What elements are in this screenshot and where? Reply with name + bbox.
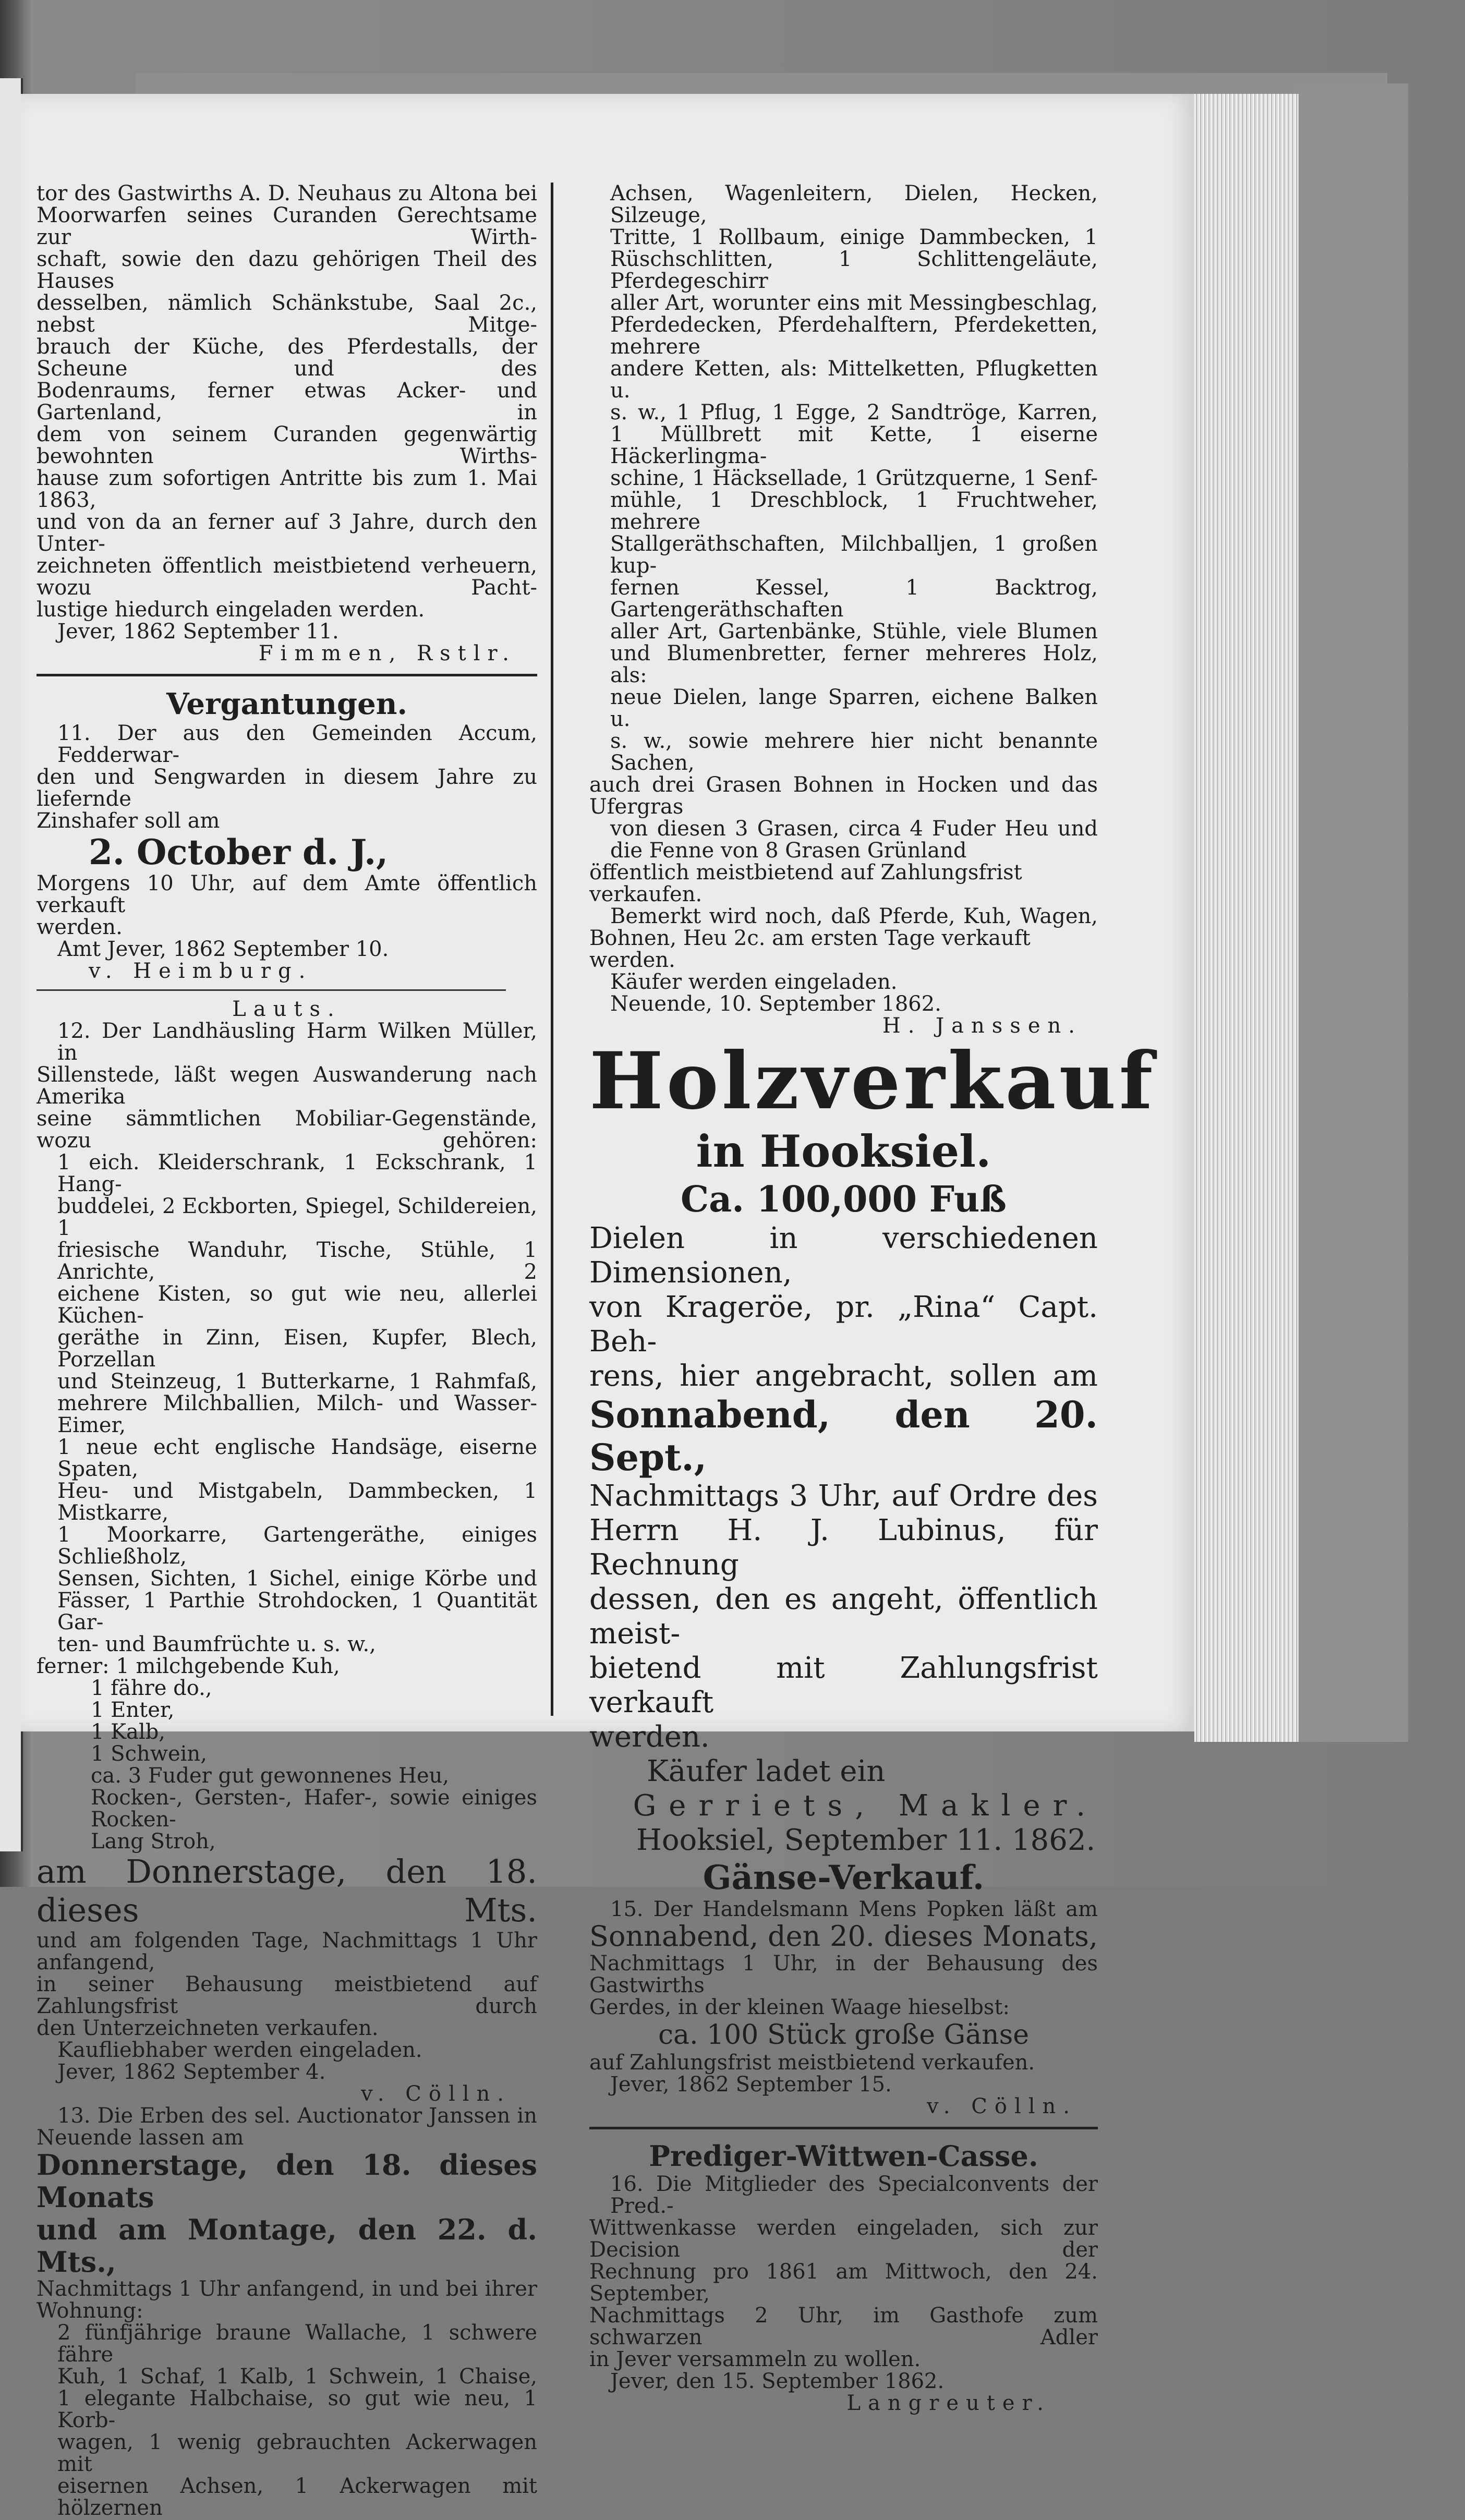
text-line: Herrn H. J. Lubinus, für Rechnung bbox=[589, 1513, 1098, 1582]
text-line: Bemerkt wird noch, daß Pferde, Kuh, Wagen, bbox=[610, 904, 1098, 928]
text-line: dem von seinem Curanden gegenwärtig bewohnten Wirths- bbox=[37, 422, 537, 468]
text-line: werden. bbox=[589, 1720, 710, 1754]
text-line: lustige hiedurch eingeladen werden. bbox=[37, 598, 425, 622]
notice-11 bbox=[37, 722, 537, 1020]
advertisement-title: Gänse-Verkauf. bbox=[703, 1858, 985, 1897]
text-line: 13. Die Erben des sel. Auctionator Janssen in bbox=[57, 2104, 537, 2128]
text-line: andere Ketten, als: Mittelketten, Pflugketten u. bbox=[610, 357, 1098, 403]
text-line: und Steinzeug, 1 Butterkarne, 1 Rahmfaß, bbox=[57, 1370, 537, 1394]
notice-16 bbox=[589, 2139, 1098, 2414]
notice-date: Hooksiel, September 11. 1862. bbox=[636, 1823, 1096, 1857]
text-line: Nachmittags 1 Uhr, in der Behausung des Gastwirths bbox=[589, 1952, 1098, 1997]
notice-signature: Gerriets, Makler. bbox=[633, 1789, 1098, 1823]
section-heading: Vergantungen. bbox=[166, 687, 407, 721]
text-line: Rechnung pro 1861 am Mittwoch, den 24. September, bbox=[589, 2260, 1098, 2306]
text-line: Nachmittags 2 Uhr, im Gasthofe zum schwarzen Adler bbox=[589, 2304, 1098, 2349]
text-line: 1 Schwein, bbox=[91, 1742, 207, 1766]
text-line: Nachmittags 3 Uhr, auf Ordre des bbox=[589, 1479, 1098, 1513]
auction-date-headline: und am Montage, den 22. d. Mts., bbox=[37, 2213, 537, 2279]
facing-page-edge bbox=[0, 78, 23, 1851]
text-line: Käufer ladet ein bbox=[647, 1754, 886, 1788]
text-line: und am folgenden Tage, Nachmittags 1 Uhr anfangend, bbox=[37, 1929, 537, 1974]
text-line: die Fenne von 8 Grasen Grünland bbox=[610, 839, 967, 863]
text-line: aller Art, Gartenbänke, Stühle, viele Blumen bbox=[610, 620, 1098, 644]
text-line: geräthe in Zinn, Eisen, Kupfer, Blech, Porzellan bbox=[57, 1326, 537, 1372]
notice-13-continued bbox=[589, 183, 1098, 1037]
text-line: 1 eich. Kleiderschrank, 1 Eckschrank, 1 Hang- bbox=[57, 1150, 537, 1196]
text-line: Lang Stroh, bbox=[91, 1830, 216, 1853]
advertisement-amount: Ca. 100,000 Fuß bbox=[681, 1179, 1007, 1220]
text-line: Wohnung: bbox=[37, 2299, 143, 2323]
text-line: öffentlich meistbietend auf Zahlungsfrist verkaufen. bbox=[589, 861, 1022, 906]
text-line: 1 fähre do., bbox=[91, 1676, 212, 1700]
text-line: Wittwenkasse werden eingeladen, sich zur Decision der bbox=[589, 2216, 1098, 2262]
text-line: Achsen, Wagenleitern, Dielen, Hecken, Silzeuge, bbox=[610, 181, 1098, 227]
text-line: eichene Kisten, so gut wie neu, allerlei Küchen- bbox=[57, 1282, 537, 1328]
notice-date: Jever, 1862 September 15. bbox=[610, 2073, 892, 2097]
advertisement-title: Holzverkauf bbox=[589, 1035, 1156, 1127]
notice-date: Jever, den 15. September 1862. bbox=[610, 2369, 945, 2393]
text-line: buddelei, 2 Eckborten, Spiegel, Schildereien, 1 bbox=[57, 1194, 537, 1240]
text-line: Heu- und Mistgabeln, Dammbecken, 1 Mistkarre, bbox=[57, 1479, 537, 1525]
notice-date: Jever, 1862 September 11. bbox=[57, 620, 339, 644]
column-divider bbox=[551, 183, 553, 1716]
section-rule bbox=[37, 674, 537, 676]
auction-date-headline: am Donnerstage, den 18. dieses Mts. bbox=[37, 1852, 537, 1929]
book-cover-right bbox=[1293, 83, 1408, 1742]
text-line: den Unterzeichneten verkaufen. bbox=[37, 2016, 379, 2040]
text-line: eisernen Achsen, 1 Ackerwagen mit hölzernen bbox=[57, 2474, 537, 2520]
text-line: Moorwarfen seines Curanden Gerechtsame zur Wirth- bbox=[37, 203, 537, 249]
text-line: von diesen 3 Grasen, circa 4 Fuder Heu und bbox=[610, 817, 1098, 841]
notice-date: Neuende, 10. September 1862. bbox=[610, 992, 941, 1016]
left-column bbox=[37, 183, 537, 2519]
page-stack-edges bbox=[1194, 94, 1299, 1742]
text-line: tor des Gastwirths A. D. Neuhaus zu Altona bei bbox=[37, 181, 537, 205]
text-line: Rocken-, Gersten-, Hafer-, sowie einiges Rocken- bbox=[91, 1786, 537, 1832]
text-line: ten- und Baumfrüchte u. s. w., bbox=[57, 1632, 376, 1656]
text-line: friesische Wanduhr, Tische, Stühle, 1 Anrichte, 2 bbox=[57, 1238, 537, 1284]
auction-date-headline: 2. October d. J., bbox=[89, 832, 389, 873]
notice-signature: H. Janssen. bbox=[882, 1014, 1082, 1038]
text-line: 1 neue echt englische Handsäge, eiserne Spaten, bbox=[57, 1435, 537, 1481]
text-line: in seiner Behausung meistbietend auf Zahlungsfrist durch bbox=[37, 1972, 537, 2018]
text-line: Zinshafer soll am bbox=[37, 809, 220, 833]
text-line: mehrere Milchballien, Milch- und Wasser-Eimer, bbox=[57, 1391, 537, 1437]
text-line: 12. Der Landhäusling Harm Wilken Müller, in bbox=[57, 1019, 537, 1065]
notice-12 bbox=[37, 1020, 537, 2105]
text-line: Sensen, Sichten, 1 Sichel, einige Körbe und bbox=[57, 1567, 537, 1591]
notice-signature: Langreuter. bbox=[846, 2391, 1051, 2415]
text-line: Tritte, 1 Rollbaum, einige Dammbecken, 1 bbox=[610, 225, 1098, 249]
text-line: und von da an ferner auf 3 Jahre, durch den Unter- bbox=[37, 510, 537, 556]
text-line: 15. Der Handelsmann Mens Popken läßt am bbox=[610, 1897, 1098, 1921]
notice-signature: v. Heimburg. bbox=[89, 959, 313, 983]
text-line: Pferdedecken, Pferdehalftern, Pferdeketten, mehrere bbox=[610, 313, 1098, 359]
text-line: 16. Die Mitglieder des Specialconvents der Pred.- bbox=[610, 2172, 1098, 2218]
text-line: Dielen in verschiedenen Dimensionen, bbox=[589, 1221, 1098, 1290]
text-line: brauch der Küche, des Pferdestalls, der Scheune und des bbox=[37, 335, 537, 381]
text-line: rens, hier angebracht, sollen am bbox=[589, 1359, 1098, 1393]
notice-rule bbox=[37, 989, 506, 991]
text-line: Kuh, 1 Schaf, 1 Kalb, 1 Schwein, 1 Chaise, bbox=[57, 2365, 537, 2389]
auction-date-headline: Sonnabend, den 20. dieses Monats, bbox=[589, 1920, 1098, 1953]
text-line: wagen, 1 wenig gebrauchten Ackerwagen mit bbox=[57, 2430, 537, 2476]
notice-signature: v. Cölln. bbox=[360, 2082, 511, 2106]
text-line: mühle, 1 Dreschblock, 1 Fruchtweher, mehrere bbox=[610, 488, 1098, 534]
text-line: ca. 3 Fuder gut gewonnenes Heu, bbox=[91, 1764, 450, 1788]
auction-date-headline: Sonnabend, den 20. Sept., bbox=[589, 1393, 1098, 1479]
text-line: und Blumenbretter, ferner mehreres Holz, als: bbox=[610, 641, 1098, 687]
text-line: 2 fünfjährige braune Wallache, 1 schwere fähre bbox=[57, 2321, 537, 2367]
text-line: 1 Kalb, bbox=[91, 1720, 166, 1744]
notice-13 bbox=[37, 2105, 537, 2519]
text-line: bietend mit Zahlungsfrist verkauft bbox=[589, 1651, 1098, 1719]
text-line: ferner: 1 milchgebende Kuh, bbox=[37, 1654, 340, 1678]
text-line: s. w., 1 Pflug, 1 Egge, 2 Sandtröge, Karren, bbox=[610, 401, 1098, 425]
text-line: seine sämmtlichen Mobiliar-Gegenstände, wozu gehören: bbox=[37, 1107, 537, 1153]
text-line: von Krageröe, pr. „Rina“ Capt. Beh- bbox=[589, 1290, 1098, 1359]
text-line: 11. Der aus den Gemeinden Accum, Fedderwar- bbox=[57, 721, 537, 767]
text-line: Stallgeräthschaften, Milchballjen, 1 großen kup- bbox=[610, 532, 1098, 578]
notice-date: Jever, 1862 September 4. bbox=[57, 2060, 326, 2084]
text-line: 1 Müllbrett mit Kette, 1 eiserne Häckerlingma- bbox=[610, 422, 1098, 468]
text-line: schaft, sowie den dazu gehörigen Theil des Hauses bbox=[37, 247, 537, 293]
text-line: Käufer werden eingeladen. bbox=[610, 970, 898, 994]
text-line: zeichneten öffentlich meistbietend verheuern, wozu Pacht- bbox=[37, 554, 537, 600]
text-line: s. w., sowie mehrere hier nicht benannte Sachen, bbox=[610, 729, 1098, 775]
text-line: Fässer, 1 Parthie Strohdocken, 1 Quantität Gar- bbox=[57, 1589, 537, 1634]
advertisement-place: in Hooksiel. bbox=[696, 1125, 991, 1177]
text-line: dessen, den es angeht, öffentlich meist- bbox=[589, 1582, 1098, 1651]
text-line: Bodenraums, ferner etwas Acker- und Gartenland, in bbox=[37, 379, 537, 425]
text-line: 1 Enter, bbox=[91, 1698, 175, 1722]
text-line: neue Dielen, lange Sparren, eichene Balken u. bbox=[610, 685, 1098, 731]
advertisement-amount: ca. 100 Stück große Gänse bbox=[658, 2019, 1030, 2051]
notice-signature: Lauts. bbox=[232, 997, 342, 1021]
text-line: fernen Kessel, 1 Backtrog, Gartengeräthschaften bbox=[610, 576, 1098, 622]
auction-date-headline: Donnerstage, den 18. dieses Monats bbox=[37, 2148, 537, 2214]
text-line: den und Sengwarden in diesem Jahre zu liefernde bbox=[37, 765, 537, 811]
lease-notice bbox=[37, 183, 537, 664]
section-rule bbox=[589, 2127, 1098, 2129]
text-line: in Jever versammeln zu wollen. bbox=[589, 2347, 921, 2371]
text-line: Gerdes, in der kleinen Waage hieselbst: bbox=[589, 1995, 1010, 2019]
text-line: hause zum sofortigen Antritte bis zum 1. Mai 1863, bbox=[37, 466, 537, 512]
text-line: Sillenstede, läßt wegen Auswanderung nach Amerika bbox=[37, 1063, 537, 1109]
right-column bbox=[589, 181, 1156, 2415]
text-line: auch drei Grasen Bohnen in Hocken und das Ufergras bbox=[589, 773, 1098, 819]
notice-signature: v. Cölln. bbox=[926, 2094, 1077, 2118]
holzverkauf-advertisement bbox=[589, 1035, 1156, 1858]
text-line: Morgens 10 Uhr, auf dem Amte öffentlich verkauft bbox=[37, 871, 537, 917]
text-line: schine, 1 Häcksellade, 1 Grützquerne, 1 Senf- bbox=[610, 466, 1098, 490]
notice-date: Amt Jever, 1862 September 10. bbox=[57, 937, 389, 961]
text-line: werden. bbox=[37, 915, 123, 939]
text-line: aller Art, worunter eins mit Messingbeschlag, bbox=[610, 291, 1098, 315]
text-line: Neuende lassen am bbox=[37, 2126, 244, 2150]
text-line: Rüschschlitten, 1 Schlittengeläute, Pferdegeschirr bbox=[610, 247, 1098, 293]
notice-signature: Fimmen, Rstlr. bbox=[258, 641, 516, 665]
text-line: Nachmittags 1 Uhr anfangend, in und bei ihrer bbox=[37, 2277, 537, 2301]
section-heading: Prediger-Wittwen-Casse. bbox=[649, 2139, 1038, 2173]
gaense-advertisement bbox=[589, 1858, 1098, 2117]
text-line: 1 Moorkarre, Gartengeräthe, einiges Schließholz, bbox=[57, 1523, 537, 1569]
text-line: Kaufliebhaber werden eingeladen. bbox=[57, 2038, 422, 2062]
text-line: desselben, nämlich Schänkstube, Saal 2c., nebst Mitge- bbox=[37, 291, 537, 337]
text-line: auf Zahlungsfrist meistbietend verkaufen. bbox=[589, 2051, 1035, 2075]
text-line: Bohnen, Heu 2c. am ersten Tage verkauft werden. bbox=[589, 926, 1031, 972]
text-line: 1 elegante Halbchaise, so gut wie neu, 1 Korb- bbox=[57, 2386, 537, 2432]
